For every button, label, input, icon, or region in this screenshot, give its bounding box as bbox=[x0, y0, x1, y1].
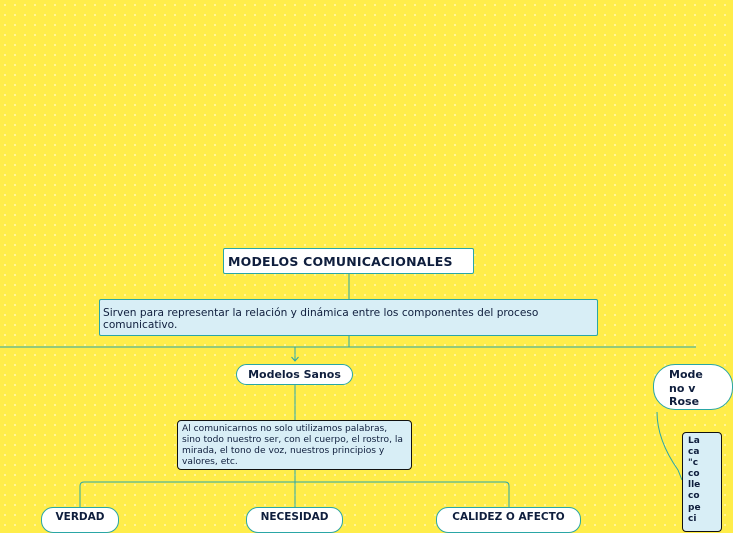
right-detail-line: co bbox=[688, 469, 700, 480]
right-detail-line: pe bbox=[688, 502, 701, 513]
right-detail-line: co bbox=[688, 491, 700, 502]
child-label-verdad: VERDAD bbox=[55, 511, 105, 523]
right-detail-line: ci bbox=[688, 513, 697, 524]
sanos-detail-node[interactable] bbox=[177, 420, 412, 470]
description-text: Sirven para representar la relación y dinámica entre los componentes del proceso comunicativo. bbox=[103, 307, 539, 331]
root-node-title[interactable] bbox=[223, 248, 474, 274]
right-detail-node[interactable] bbox=[682, 432, 722, 532]
child-label-necesidad: NECESIDAD bbox=[260, 511, 329, 523]
modelos-sanos-node[interactable] bbox=[236, 364, 353, 385]
sanos-detail-text: Al comunicarnos no solo utilizamos palabras, sino todo nuestro ser, con el cuerpo, el rostro, la mirada, el tono de voz, nuestros principios y valores, etc. bbox=[182, 424, 403, 467]
right-branch-line: no v bbox=[669, 381, 696, 395]
right-detail-line: "c bbox=[688, 458, 699, 469]
right-branch-line: Mode bbox=[669, 368, 703, 381]
root-label: MODELOS COMUNICACIONALES bbox=[228, 254, 453, 269]
child-node-necesidad[interactable] bbox=[246, 507, 343, 533]
child-node-calidez[interactable] bbox=[436, 507, 581, 533]
right-detail-line: La bbox=[688, 436, 700, 446]
right-detail-line: lle bbox=[688, 480, 701, 491]
description-node[interactable] bbox=[99, 299, 598, 336]
right-branch-line: Rose bbox=[669, 395, 700, 408]
right-branch-node[interactable] bbox=[653, 364, 733, 410]
modelos-sanos-label: Modelos Sanos bbox=[248, 368, 341, 381]
connector-right-branch bbox=[657, 412, 682, 480]
child-node-verdad[interactable] bbox=[41, 507, 119, 533]
right-detail-line: ca bbox=[688, 447, 700, 458]
child-label-calidez: CALIDEZ O AFECTO bbox=[452, 511, 565, 523]
